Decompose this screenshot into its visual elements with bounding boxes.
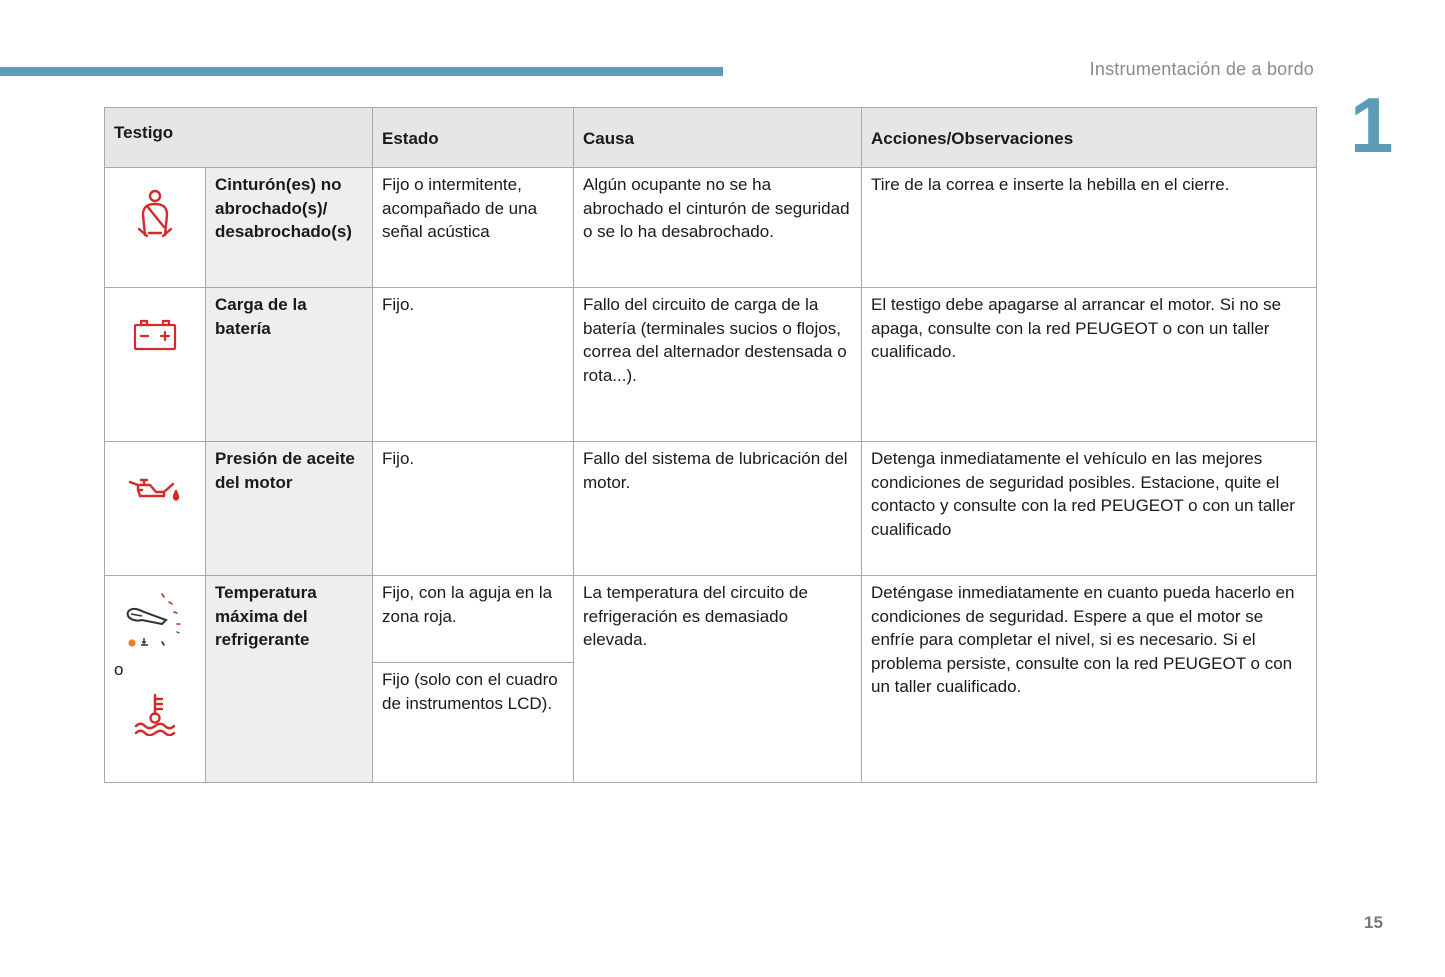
oil-pressure-icon (128, 474, 182, 502)
coolant-gauge-icon (122, 590, 188, 654)
causa-cell: La temperatura del circuito de refrigeración es demasiado elevada. (574, 576, 862, 783)
column-header-causa: Causa (574, 108, 862, 168)
icon-cell (105, 288, 206, 442)
icon-cell (105, 168, 206, 288)
icon-cell (105, 576, 206, 783)
estado-cell: Fijo (solo con el cuadro de instrumentos LCD). (373, 663, 574, 783)
column-header-testigo: Testigo (105, 108, 373, 168)
table-row (105, 288, 1317, 442)
table-row (105, 576, 1317, 663)
causa-cell: Algún ocupante no se ha abrochado el cinturón de seguridad o se lo ha desabrochado. (574, 168, 862, 288)
column-header-acciones: Acciones/Observaciones (862, 108, 1317, 168)
chapter-number: 1 (1350, 81, 1394, 169)
estado-cell: Fijo. (373, 442, 574, 576)
warning-name: Temperatura máxima del refrigerante (206, 576, 373, 783)
warning-name: Carga de la batería (206, 288, 373, 442)
table-header-row (105, 108, 1317, 168)
acciones-cell: Deténgase inmediatamente en cuanto pueda hacerlo en condiciones de seguridad. Espere a que el motor se enfríe para completar el nivel, si es necesario. Si el problema persiste, consulte con la red PEUGEOT o con un taller cualificado. (862, 576, 1317, 783)
warning-lights-table (104, 107, 1317, 783)
page-number: 15 (1364, 913, 1383, 932)
section-title: Instrumentación de a bordo (1089, 59, 1314, 79)
table-row (105, 168, 1317, 288)
acciones-cell: Tire de la correa e inserte la hebilla en el cierre. (862, 168, 1317, 288)
icon-cell (105, 442, 206, 576)
coolant-temperature-icon (133, 692, 177, 736)
estado-cell: Fijo. (373, 288, 574, 442)
causa-cell: Fallo del sistema de lubricación del motor. (574, 442, 862, 576)
or-text: o (114, 660, 124, 679)
estado-cell: Fijo o intermitente, acompañado de una señal acústica (373, 168, 574, 288)
header-accent-bar (0, 67, 723, 76)
warning-name: Presión de aceite del motor (206, 442, 373, 576)
estado-cell: Fijo, con la aguja en la zona roja. (373, 576, 574, 663)
table-row (105, 442, 1317, 576)
acciones-cell: Detenga inmediatamente el vehículo en las mejores condiciones de seguridad posibles. Estacione, quite el contacto y consulte con la red PEUGEOT o con un taller cualificado (862, 442, 1317, 576)
warning-name: Cinturón(es) no abrochado(s)/ desabrochado(s) (206, 168, 373, 288)
column-header-estado: Estado (373, 108, 574, 168)
causa-cell: Fallo del circuito de carga de la batería (terminales sucios o flojos, correa del alternador destensada o rota...). (574, 288, 862, 442)
battery-charge-icon (132, 318, 178, 352)
seatbelt-warning-icon (133, 189, 177, 241)
acciones-cell: El testigo debe apagarse al arrancar el motor. Si no se apaga, consulte con la red PEUGEOT o con un taller cualificado. (862, 288, 1317, 442)
